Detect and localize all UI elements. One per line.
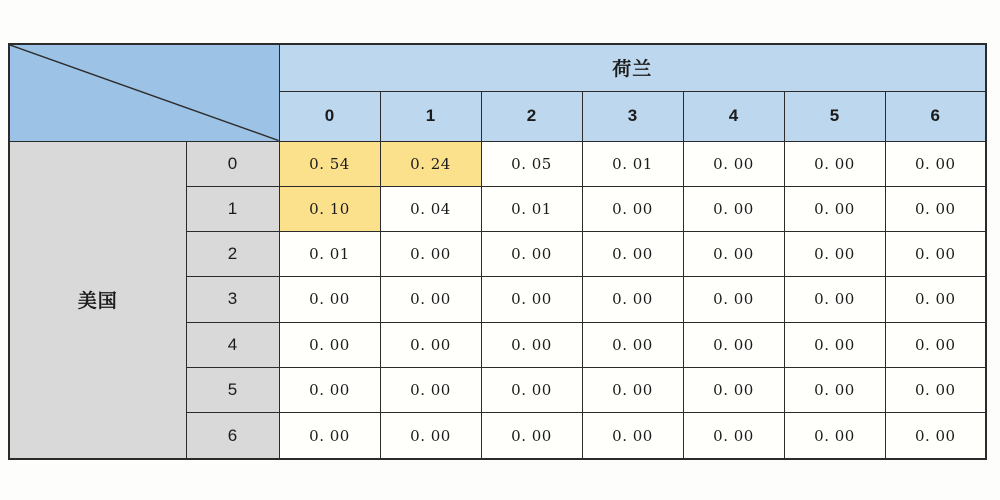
cell-r3-c2: 0. 00 bbox=[481, 277, 582, 322]
cell-r2-c1: 0. 00 bbox=[380, 232, 481, 277]
cell-r2-c4: 0. 00 bbox=[683, 232, 784, 277]
diagonal-line bbox=[10, 45, 279, 141]
col-header-5: 5 bbox=[784, 91, 885, 141]
cell-r1-c0: 0. 10 bbox=[279, 186, 380, 231]
cell-r3-c6: 0. 00 bbox=[885, 277, 986, 322]
cell-r3-c3: 0. 00 bbox=[582, 277, 683, 322]
row-header-2: 2 bbox=[186, 232, 279, 277]
cell-r5-c2: 0. 00 bbox=[481, 367, 582, 412]
col-header-6: 6 bbox=[885, 91, 986, 141]
cell-r6-c4: 0. 00 bbox=[683, 413, 784, 459]
cell-r2-c0: 0. 01 bbox=[279, 232, 380, 277]
col-header-1: 1 bbox=[380, 91, 481, 141]
cell-r0-c5: 0. 00 bbox=[784, 141, 885, 186]
col-header-0: 0 bbox=[279, 91, 380, 141]
cell-r4-c4: 0. 00 bbox=[683, 322, 784, 367]
cell-r0-c3: 0. 01 bbox=[582, 141, 683, 186]
cell-r1-c1: 0. 04 bbox=[380, 186, 481, 231]
cell-r1-c6: 0. 00 bbox=[885, 186, 986, 231]
cell-r1-c5: 0. 00 bbox=[784, 186, 885, 231]
cell-r6-c5: 0. 00 bbox=[784, 413, 885, 459]
cell-r4-c6: 0. 00 bbox=[885, 322, 986, 367]
cell-r0-c1: 0. 24 bbox=[380, 141, 481, 186]
corner-cell bbox=[9, 44, 279, 141]
cell-r3-c4: 0. 00 bbox=[683, 277, 784, 322]
cell-r6-c2: 0. 00 bbox=[481, 413, 582, 459]
cell-r3-c1: 0. 00 bbox=[380, 277, 481, 322]
cell-r2-c3: 0. 00 bbox=[582, 232, 683, 277]
cell-r3-c0: 0. 00 bbox=[279, 277, 380, 322]
cell-r2-c6: 0. 00 bbox=[885, 232, 986, 277]
row-header-0: 0 bbox=[186, 141, 279, 186]
cell-r6-c6: 0. 00 bbox=[885, 413, 986, 459]
col-header-3: 3 bbox=[582, 91, 683, 141]
cell-r5-c5: 0. 00 bbox=[784, 367, 885, 412]
cell-r6-c0: 0. 00 bbox=[279, 413, 380, 459]
cell-r4-c5: 0. 00 bbox=[784, 322, 885, 367]
cell-r6-c1: 0. 00 bbox=[380, 413, 481, 459]
cell-r0-c6: 0. 00 bbox=[885, 141, 986, 186]
row-header-4: 4 bbox=[186, 322, 279, 367]
cell-r4-c3: 0. 00 bbox=[582, 322, 683, 367]
cell-r5-c1: 0. 00 bbox=[380, 367, 481, 412]
probability-table bbox=[8, 43, 987, 460]
cell-r5-c3: 0. 00 bbox=[582, 367, 683, 412]
cell-r5-c4: 0. 00 bbox=[683, 367, 784, 412]
col-group-header: 荷兰 bbox=[279, 44, 986, 91]
cell-r2-c5: 0. 00 bbox=[784, 232, 885, 277]
cell-r1-c2: 0. 01 bbox=[481, 186, 582, 231]
cell-r0-c4: 0. 00 bbox=[683, 141, 784, 186]
row-header-3: 3 bbox=[186, 277, 279, 322]
cell-r5-c6: 0. 00 bbox=[885, 367, 986, 412]
cell-r4-c0: 0. 00 bbox=[279, 322, 380, 367]
cell-r1-c3: 0. 00 bbox=[582, 186, 683, 231]
row-header-1: 1 bbox=[186, 186, 279, 231]
cell-r3-c5: 0. 00 bbox=[784, 277, 885, 322]
cell-r2-c2: 0. 00 bbox=[481, 232, 582, 277]
col-header-4: 4 bbox=[683, 91, 784, 141]
cell-r1-c4: 0. 00 bbox=[683, 186, 784, 231]
row-header-5: 5 bbox=[186, 367, 279, 412]
cell-r0-c0: 0. 54 bbox=[279, 141, 380, 186]
cell-r0-c2: 0. 05 bbox=[481, 141, 582, 186]
row-header-6: 6 bbox=[186, 413, 279, 459]
cell-r5-c0: 0. 00 bbox=[279, 367, 380, 412]
cell-r4-c1: 0. 00 bbox=[380, 322, 481, 367]
cell-r6-c3: 0. 00 bbox=[582, 413, 683, 459]
row-group-header: 美国 bbox=[9, 141, 186, 459]
col-header-2: 2 bbox=[481, 91, 582, 141]
cell-r4-c2: 0. 00 bbox=[481, 322, 582, 367]
